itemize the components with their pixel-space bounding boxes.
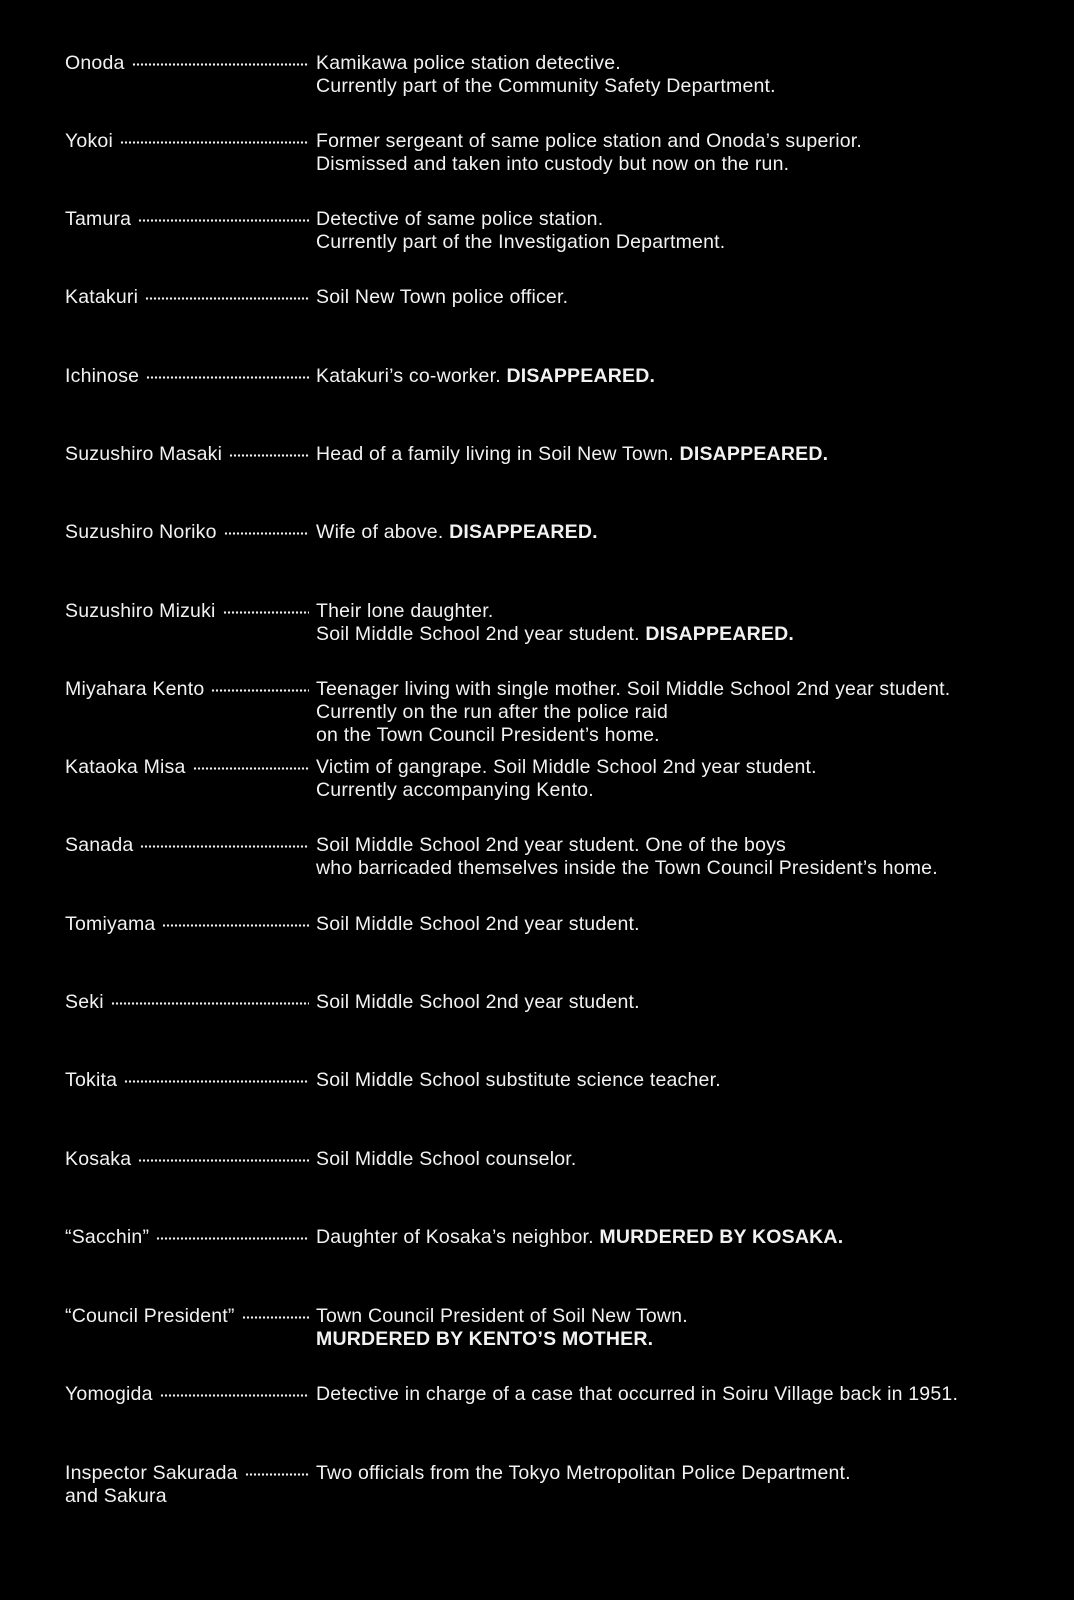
character-name-column — [65, 913, 309, 936]
dot-leader — [138, 1148, 309, 1171]
character-name — [65, 1148, 131, 1171]
description-text: Soil Middle School 2nd year student. One of the boys — [316, 834, 787, 856]
character-description — [316, 756, 1056, 802]
status-label: MURDERED BY KENTO’S MOTHER. — [316, 1328, 654, 1350]
character-description — [316, 130, 1056, 176]
character-name-line: Miyahara Kento — [65, 678, 205, 700]
status-label: DISAPPEARED. — [506, 365, 656, 387]
description-line — [316, 724, 1056, 747]
dot-leader — [138, 208, 309, 231]
character-name-line: Onoda — [65, 52, 125, 74]
character-name-line: Sanada — [65, 834, 134, 856]
character-description — [316, 678, 1056, 747]
dot-leader — [211, 678, 309, 701]
dot-leader — [223, 600, 309, 623]
description-line — [316, 75, 1056, 98]
character-name-column — [65, 208, 309, 231]
dot-leader — [193, 756, 309, 779]
dot-leader — [160, 1383, 309, 1406]
character-name-column — [65, 1069, 309, 1092]
character-name-line: “Sacchin” — [65, 1226, 150, 1248]
character-description — [316, 1383, 1056, 1406]
character-name-line: Tomiyama — [65, 913, 156, 935]
character-description — [316, 1226, 1056, 1249]
character-name-line: Inspector Sakurada — [65, 1462, 238, 1484]
description-text: Katakuri’s co-worker. — [316, 365, 507, 387]
description-text: Currently on the run after the police raid — [316, 701, 669, 723]
description-line — [316, 600, 1056, 623]
description-text: Dismissed and taken into custody but now on the run. — [316, 153, 790, 175]
character-name-line: “Council President” — [65, 1305, 235, 1327]
character-name-line: Suzushiro Masaki — [65, 443, 223, 465]
character-description — [316, 286, 1056, 309]
character-description — [316, 991, 1056, 1014]
description-line — [316, 834, 1056, 857]
description-text: Soil Middle School substitute science teacher. — [316, 1069, 721, 1091]
character-name — [65, 913, 155, 936]
description-line — [316, 231, 1056, 254]
character-name-line: Suzushiro Noriko — [65, 521, 217, 543]
description-text: Detective in charge of a case that occurred in Soiru Village back in 1951. — [316, 1383, 959, 1405]
dot-leader — [111, 991, 309, 1014]
character-name-column — [65, 600, 309, 623]
character-name — [65, 834, 133, 857]
description-line — [316, 52, 1056, 75]
character-description — [316, 600, 1056, 646]
character-name-column — [65, 1305, 309, 1328]
status-label: DISAPPEARED. — [449, 521, 598, 543]
description-text: Kamikawa police station detective. — [316, 52, 621, 74]
dot-leader — [156, 1226, 309, 1249]
character-description — [316, 208, 1056, 254]
dot-leader — [162, 913, 309, 936]
description-text: Former sergeant of same police station and Onoda’s superior. — [316, 130, 863, 152]
description-line — [316, 623, 1056, 646]
description-line — [316, 1383, 1056, 1406]
character-description — [316, 913, 1056, 936]
description-text: Their lone daughter. — [316, 600, 494, 622]
status-label: DISAPPEARED. — [679, 443, 829, 465]
character-description — [316, 443, 1056, 466]
description-line — [316, 1305, 1056, 1328]
description-line — [316, 365, 1056, 388]
description-text: Soil Middle School 2nd year student. — [316, 623, 646, 645]
dot-leader — [140, 834, 309, 857]
character-name — [65, 208, 131, 231]
character-name-column — [65, 756, 309, 779]
description-line — [316, 913, 1056, 936]
character-description — [316, 365, 1056, 388]
dot-leader — [124, 1069, 309, 1092]
character-description — [316, 1305, 1056, 1351]
character-name-line: Yokoi — [65, 130, 113, 152]
dot-leader — [145, 286, 309, 309]
character-name — [65, 521, 217, 544]
character-name — [65, 678, 204, 701]
character-name — [65, 52, 125, 75]
character-name-column — [65, 1462, 309, 1508]
dot-leader — [120, 130, 309, 153]
character-name — [65, 443, 222, 466]
character-name-column — [65, 834, 309, 857]
character-description — [316, 52, 1056, 98]
description-line — [316, 701, 1056, 724]
character-name-column — [65, 443, 309, 466]
description-text: Soil Middle School 2nd year student. — [316, 991, 640, 1013]
description-text: who barricaded themselves inside the Town Council President’s home. — [316, 857, 938, 879]
description-line — [316, 443, 1056, 466]
description-line — [316, 286, 1056, 309]
description-line — [316, 1148, 1056, 1171]
character-description — [316, 1148, 1056, 1171]
character-name-column — [65, 52, 309, 75]
character-name-line: Kataoka Misa — [65, 756, 186, 778]
character-name — [65, 286, 138, 309]
character-name-column — [65, 130, 309, 153]
dot-leader — [132, 52, 309, 75]
character-name-column — [65, 1148, 309, 1171]
character-name-line: and Sakura — [65, 1485, 167, 1507]
character-name — [65, 130, 113, 153]
description-text: Two officials from the Tokyo Metropolitan Police Department. — [316, 1462, 851, 1484]
description-text: Soil New Town police officer. — [316, 286, 569, 308]
character-name-line: Kosaka — [65, 1148, 132, 1170]
character-name-line: Katakuri — [65, 286, 139, 308]
character-name-column — [65, 1226, 309, 1249]
description-text: Soil Middle School counselor. — [316, 1148, 577, 1170]
dot-leader — [224, 521, 309, 544]
status-label: MURDERED BY KOSAKA. — [599, 1226, 844, 1248]
character-name-line: Suzushiro Mizuki — [65, 600, 216, 622]
character-name — [65, 1305, 235, 1328]
description-text: Head of a family living in Soil New Town. — [316, 443, 680, 465]
description-line — [316, 1226, 1056, 1249]
description-line — [316, 991, 1056, 1014]
description-line — [316, 1328, 1056, 1351]
character-name-column — [65, 991, 309, 1014]
description-text: Soil Middle School 2nd year student. — [316, 913, 640, 935]
description-line — [316, 1069, 1056, 1092]
description-line — [316, 678, 1056, 701]
character-description — [316, 1462, 1056, 1485]
character-name — [65, 1226, 149, 1249]
character-description — [316, 1069, 1056, 1092]
dot-leader — [229, 443, 309, 466]
character-name-line: Yomogida — [65, 1383, 153, 1405]
description-line — [316, 779, 1056, 802]
description-line — [316, 521, 1056, 544]
description-text: Currently part of the Investigation Department. — [316, 231, 726, 253]
character-name — [65, 600, 216, 623]
description-text: Detective of same police station. — [316, 208, 604, 230]
status-label: DISAPPEARED. — [645, 623, 795, 645]
character-name — [65, 1069, 117, 1092]
character-name-column — [65, 286, 309, 309]
character-name-line: Tamura — [65, 208, 132, 230]
description-line — [316, 208, 1056, 231]
character-name — [65, 365, 139, 388]
character-name — [65, 991, 104, 1014]
description-text: Currently part of the Community Safety Department. — [316, 75, 776, 97]
description-text: Daughter of Kosaka’s neighbor. — [316, 1226, 600, 1248]
description-text: on the Town Council President’s home. — [316, 724, 660, 746]
character-description — [316, 521, 1056, 544]
character-name — [65, 1462, 238, 1508]
character-name — [65, 1383, 153, 1406]
description-line — [316, 1462, 1056, 1485]
dot-leader — [242, 1305, 309, 1328]
character-name — [65, 756, 186, 779]
description-text: Teenager living with single mother. Soil Middle School 2nd year student. — [316, 678, 951, 700]
description-text: Wife of above. — [316, 521, 450, 543]
description-line — [316, 756, 1056, 779]
character-name-column — [65, 365, 309, 388]
description-text: Town Council President of Soil New Town. — [316, 1305, 688, 1327]
description-text: Currently accompanying Kento. — [316, 779, 594, 801]
character-name-line: Seki — [65, 991, 104, 1013]
dot-leader — [146, 365, 309, 388]
description-text: Victim of gangrape. Soil Middle School 2nd year student. — [316, 756, 817, 778]
description-line — [316, 153, 1056, 176]
character-name-line: Tokita — [65, 1069, 118, 1091]
character-name-line: Ichinose — [65, 365, 140, 387]
description-line — [316, 857, 1056, 880]
character-name-column — [65, 521, 309, 544]
character-name-column — [65, 1383, 309, 1406]
dot-leader — [245, 1462, 309, 1485]
character-name-column — [65, 678, 309, 701]
character-description — [316, 834, 1056, 880]
description-line — [316, 130, 1056, 153]
